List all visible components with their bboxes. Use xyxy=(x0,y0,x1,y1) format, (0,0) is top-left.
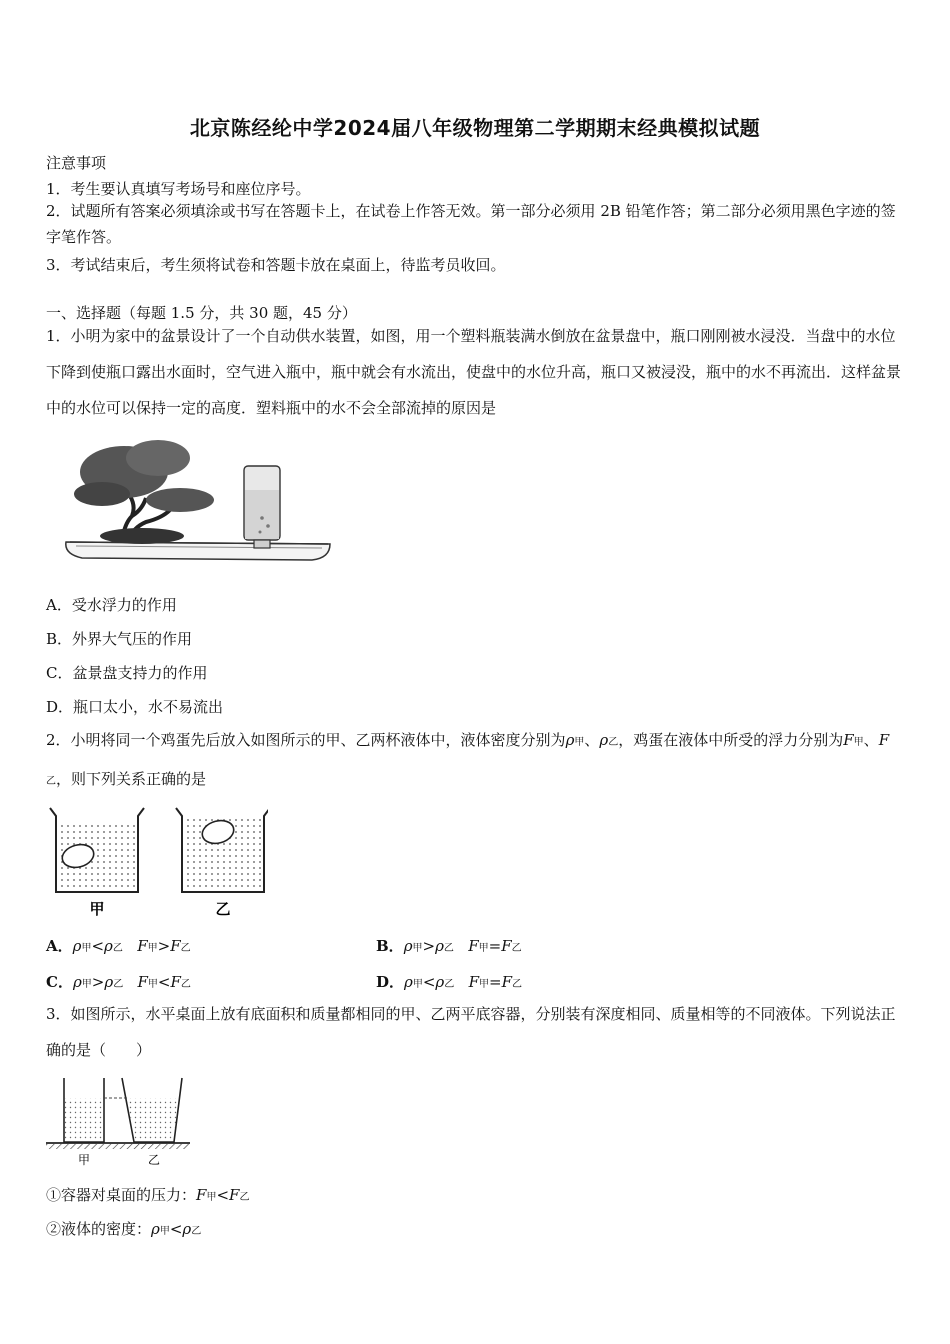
question-2-option-c: C．ρ甲>ρ乙 F甲<F乙 xyxy=(46,973,191,991)
question-2-option-d: D．ρ甲<ρ乙 F甲=F乙 xyxy=(376,973,522,991)
egg-beakers-figure xyxy=(48,806,268,922)
question-2-option-b: B．ρ甲>ρ乙 F甲=F乙 xyxy=(376,937,522,955)
notice-item-2: 2．试题所有答案必须填涂或书写在答题卡上，在试卷上作答无效。第一部分必须用 2B 铅笔作答；第二部分必须用黑色字迹的签字笔作答。 xyxy=(46,202,896,246)
question-2-option-a: A．ρ甲<ρ乙 F甲>F乙 xyxy=(46,937,191,955)
question-2-stem: 2．小明将同一个鸡蛋先后放入如图所示的甲、乙两杯液体中，液体密度分别为ρ甲、ρ乙，鸡蛋在液体中所受的浮力分别为F甲、F乙，则下列关系正确的是 xyxy=(46,731,890,788)
question-1-option-a: A．受水浮力的作用 xyxy=(46,596,177,614)
notice-heading: 注意事项 xyxy=(46,154,107,172)
exam-title: 北京陈经纶中学2024届八年级物理第二学期期末经典模拟试题 xyxy=(189,116,761,140)
figure2-label-left: 甲 xyxy=(89,900,105,918)
containers-figure xyxy=(44,1076,194,1168)
question-1-stem: 1．小明为家中的盆景设计了一个自动供水装置，如图，用一个塑料瓶装满水倒放在盆景盘中，瓶口刚刚被水浸没．当盘中的水位下降到使瓶口露出水面时，空气进入瓶中，瓶中就会有水流出，使盘中的水位升高，瓶口又被浸没，瓶中的水不再流出．这样盆景中的水位可以保持一定的高度．塑料瓶中的水不会全部流掉的原因是 xyxy=(46,327,902,417)
figure3-label-left: 甲 xyxy=(77,1153,91,1167)
notice-item-3: 3．考试结束后，考生须将试卷和答题卡放在桌面上，待监考员收回。 xyxy=(46,256,506,274)
question-3-statement-1: ①容器对桌面的压力：F甲<F乙 xyxy=(46,1186,250,1204)
question-3-stem: 3．如图所示，水平桌面上放有底面积和质量都相同的甲、乙两平底容器，分别装有深度相同、质量相等的不同液体。下列说法正确的是（ ） xyxy=(46,1005,896,1059)
figure2-label-right: 乙 xyxy=(215,900,231,918)
question-3-statement-2: ②液体的密度：ρ甲<ρ乙 xyxy=(46,1220,202,1238)
question-1-option-c: C．盆景盘支持力的作用 xyxy=(46,664,208,682)
section-heading: 一、选择题（每题 1.5 分，共 30 题，45 分） xyxy=(46,304,357,322)
question-1-option-d: D．瓶口太小，水不易流出 xyxy=(46,698,224,716)
notice-item-1: 1．考生要认真填写考场号和座位序号。 xyxy=(46,180,311,198)
question-1-option-b: B．外界大气压的作用 xyxy=(46,630,193,648)
bonsai-bottle-figure xyxy=(62,432,334,574)
figure3-label-right: 乙 xyxy=(147,1153,161,1167)
